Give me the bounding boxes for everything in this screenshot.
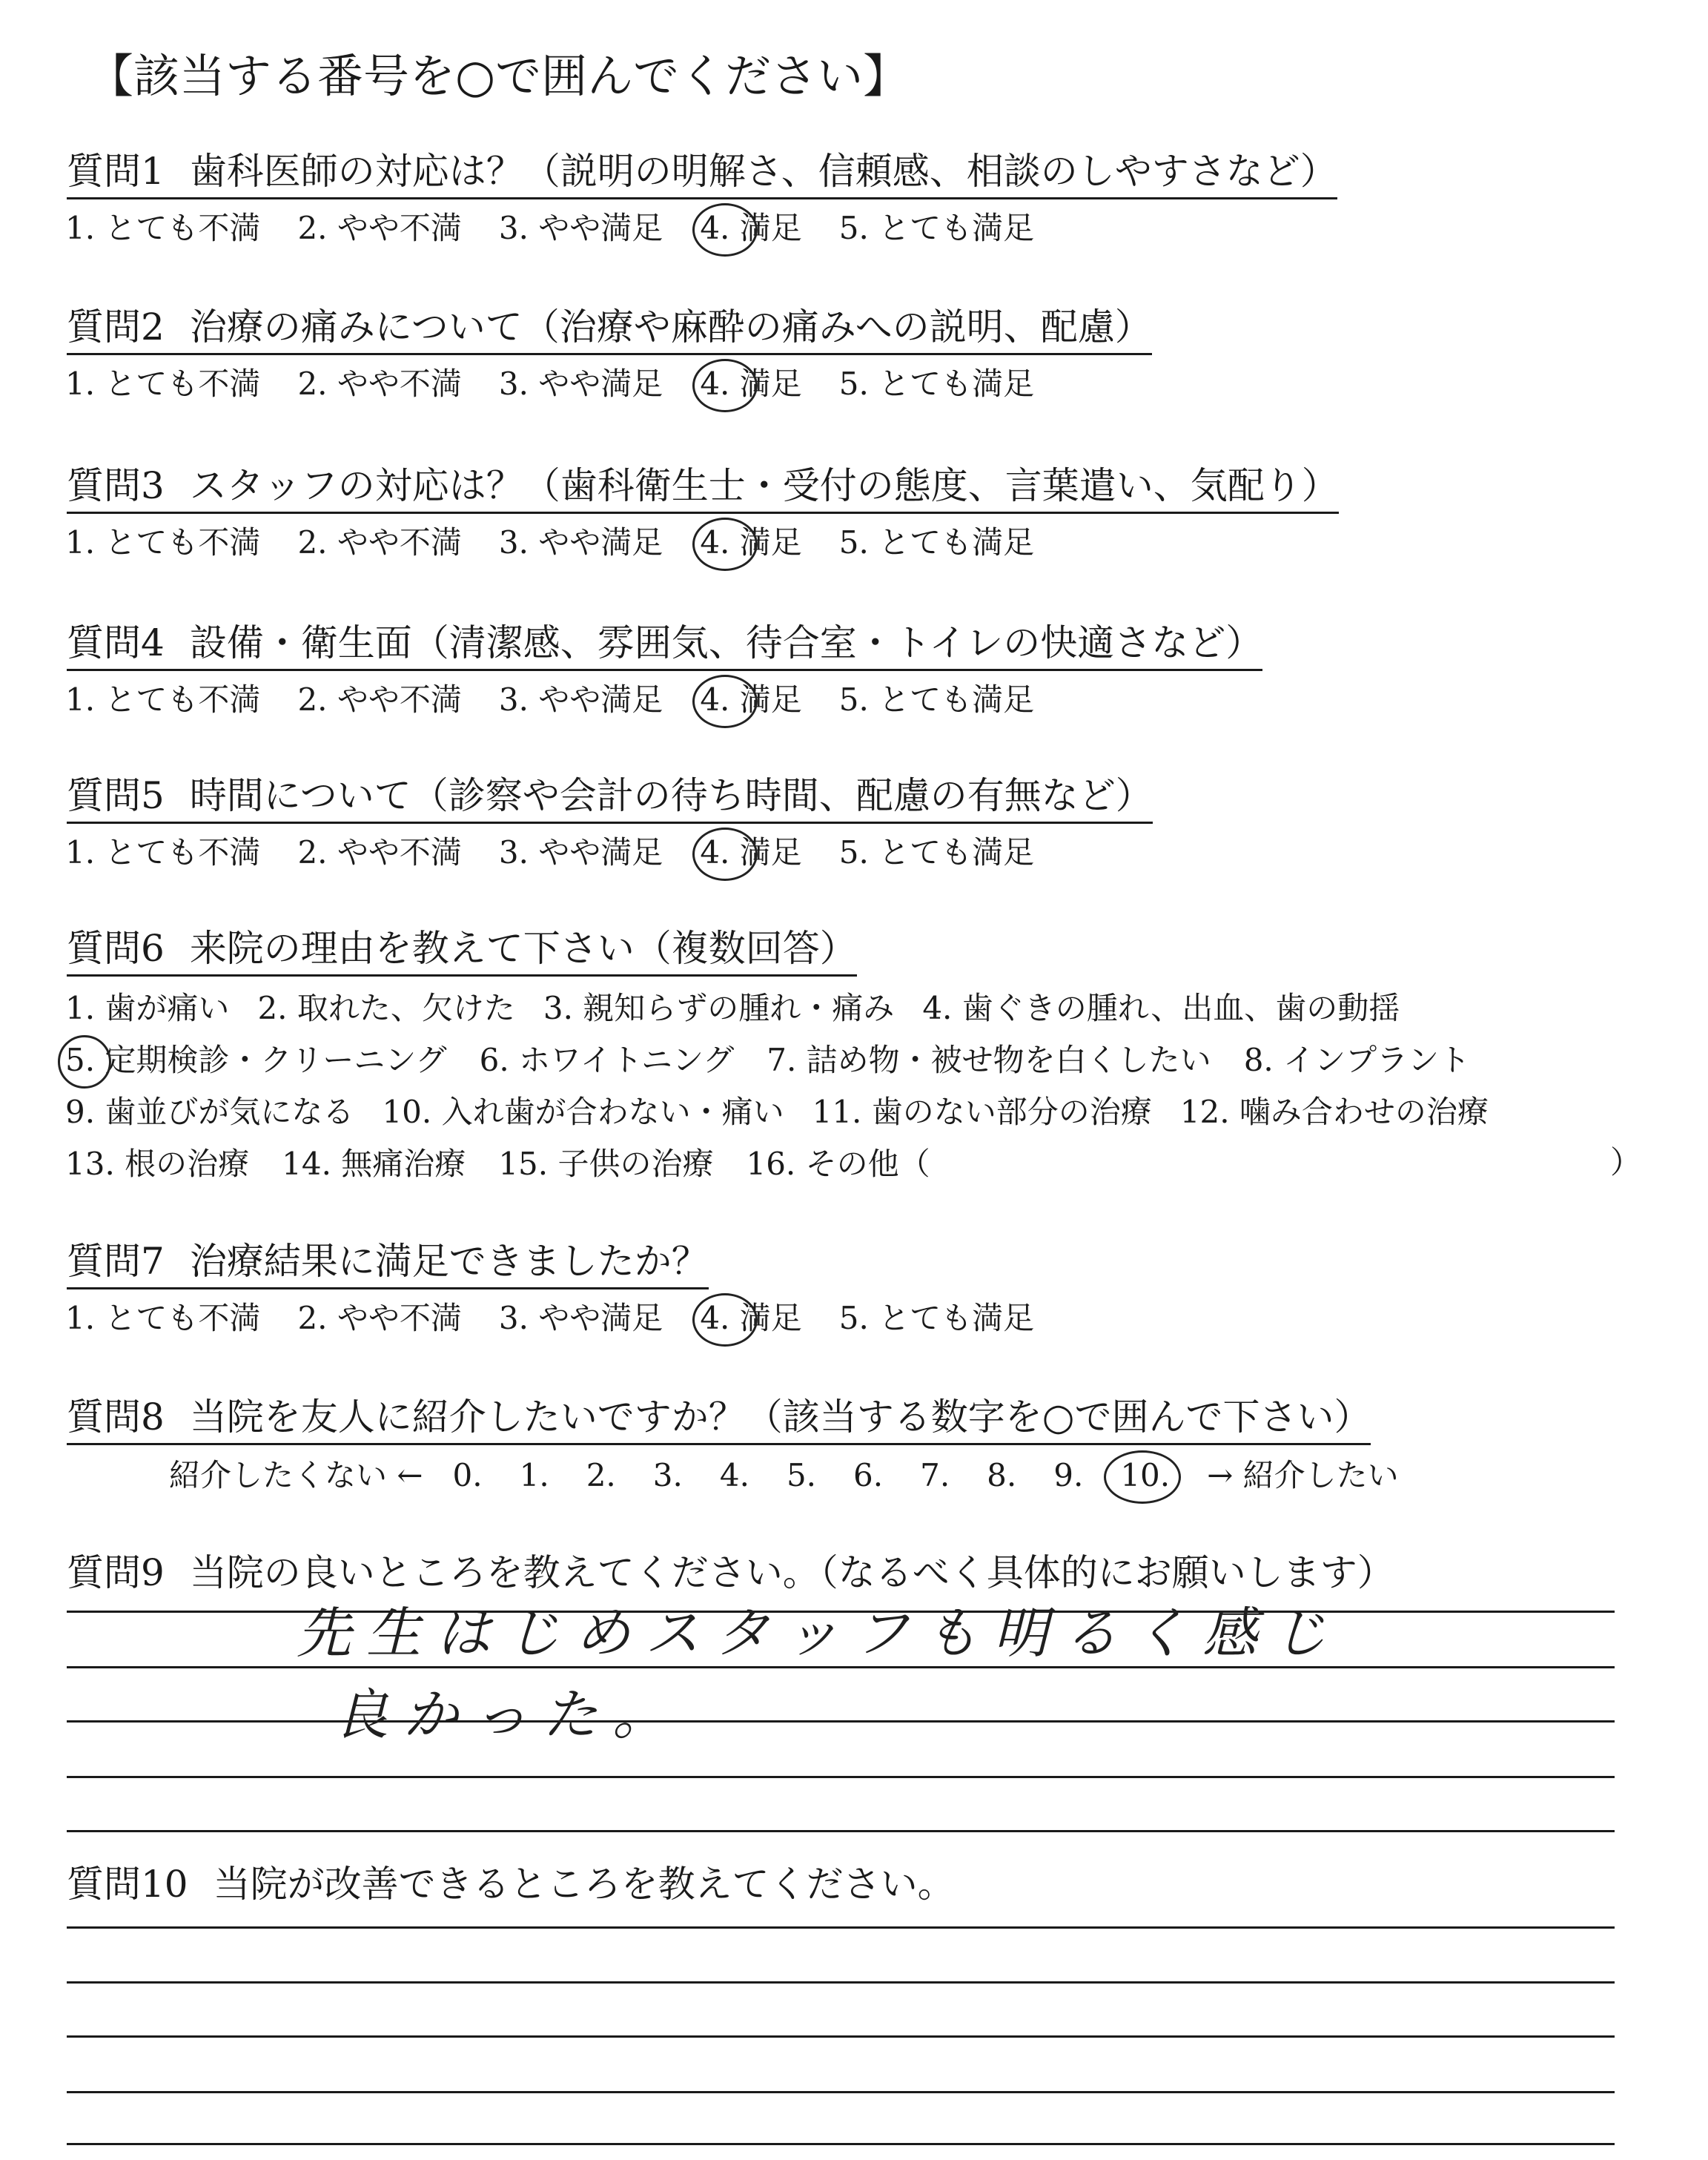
question-text: 来院の理由を教えて下さい（複数回答） [189,927,857,970]
question-1-option-2[interactable]: 2. やや不満 [297,210,462,246]
question-1-option-4[interactable]: 4. 満足 [700,208,801,249]
question-6-title [67,925,857,977]
question-5-option-4[interactable]: 4. 満足 [700,832,801,873]
question-text: スタッフの対応は？（歯科衛生士・受付の態度、言葉遣い、気配り） [189,464,1339,507]
question-5-title [67,773,1153,824]
question-number: 質問1 [67,150,165,193]
question-number: 質問8 [67,1396,165,1439]
question-2-option-2[interactable]: 2. やや不満 [297,366,462,402]
answer-line [67,1776,1615,1778]
form-heading: 【該当する番号を○で囲んでください】 [87,49,910,103]
question-text: 当院を友人に紹介したいですか？（該当する数字を○で囲んで下さい） [189,1396,1371,1439]
question-7-option-1[interactable]: 1. とても不満 [65,1300,261,1336]
selected-circle-mark [692,359,758,412]
reason-option[interactable]: 10. 入れ歯が合わない・痛い [382,1094,784,1130]
question-7-option-4[interactable]: 4. 満足 [700,1298,801,1339]
question-2-options [65,363,1071,405]
reason-option[interactable]: 8. インプラント [1243,1042,1471,1078]
question-number: 質問4 [67,621,165,664]
scale-left-label: 紹介したくない ← [169,1457,423,1493]
scale-option-9[interactable]: 9. [1053,1457,1084,1493]
selected-circle-mark [692,518,758,571]
reason-option[interactable]: 12. 噛み合わせの治療 [1179,1094,1489,1130]
question-4-option-4[interactable]: 4. 満足 [700,679,801,721]
selected-circle-mark [692,1293,758,1347]
question-2-option-3[interactable]: 3. やや満足 [498,366,663,402]
question-8-title [67,1394,1371,1445]
question-3-option-2[interactable]: 2. やや不満 [297,524,462,561]
question-4-options [65,679,1071,721]
question-4-option-1[interactable]: 1. とても不満 [65,681,261,718]
reason-row [65,988,1428,1029]
question-text: 当院が改善できるところを教えてください。 [213,1863,955,1906]
reason-option[interactable]: 16. その他（ [746,1146,930,1182]
question-number: 質問6 [67,927,165,970]
scale-option-1[interactable]: 1. [519,1457,549,1493]
answer-line [67,2091,1615,2093]
selected-circle-mark [692,675,758,728]
question-3-option-5[interactable]: 5. とても満足 [838,524,1035,561]
answer-line [67,1830,1615,1832]
answer-line [67,1926,1615,1929]
scale-right-label: → 紹介したい [1207,1457,1399,1493]
question-2-option-5[interactable]: 5. とても満足 [838,366,1035,402]
question-text: 設備・衛生面（清潔感、雰囲気、待合室・トイレの快適さなど） [189,621,1263,664]
question-number: 質問5 [67,774,165,817]
selected-circle-mark [1104,1450,1181,1504]
question-text: 当院の良いところを教えてください。（なるべく具体的にお願いします） [189,1551,1394,1594]
question-text: 時間について（診察や会計の待ち時間、配慮の有無など） [189,774,1153,817]
question-7-options [65,1298,1071,1339]
question-2-option-1[interactable]: 1. とても不満 [65,366,261,402]
other-close-paren: ） [1610,1144,1642,1180]
scale-option-8[interactable]: 8. [987,1457,1017,1493]
question-number: 質問3 [67,464,165,507]
answer-line [67,2143,1615,2145]
reason-option[interactable]: 13. 根の治療 [65,1146,250,1182]
question-7-option-5[interactable]: 5. とても満足 [838,1300,1035,1336]
scale-option-7[interactable]: 7. [920,1457,950,1493]
question-text: 歯科医師の対応は？（説明の明解さ、信頼感、相談のしやすさなど） [189,150,1337,193]
reason-option[interactable]: 15. 子供の治療 [498,1146,714,1182]
question-4-option-3[interactable]: 3. やや満足 [498,681,663,718]
scale-option-0[interactable]: 0. [452,1457,483,1493]
reason-option[interactable]: 2. 取れた、欠けた [257,990,515,1026]
question-3-option-3[interactable]: 3. やや満足 [498,524,663,561]
question-3-option-4[interactable]: 4. 満足 [700,522,801,564]
reason-row [65,1091,1517,1133]
question-5-option-1[interactable]: 1. とても不満 [65,834,261,871]
question-3-option-1[interactable]: 1. とても不満 [65,524,261,561]
question-1-option-1[interactable]: 1. とても不満 [65,210,261,246]
handwritten-answer-line-1: 先生はじめスタッフも明るく感じ [297,1602,1342,1665]
question-1-option-5[interactable]: 5. とても満足 [838,210,1035,246]
question-text: 治療の痛みについて（治療や麻酔の痛みへの説明、配慮） [189,305,1152,349]
question-7-option-3[interactable]: 3. やや満足 [498,1300,663,1336]
question-number: 質問10 [67,1863,188,1906]
question-2-title [67,304,1152,355]
reason-option[interactable]: 9. 歯並びが気になる [65,1094,354,1130]
question-9-title [67,1550,1394,1599]
question-1-title [67,148,1337,199]
selected-circle-mark [692,828,758,881]
question-4-option-2[interactable]: 2. やや不満 [297,681,462,718]
question-3-options [65,522,1071,564]
selected-circle-mark [58,1035,111,1089]
question-text: 治療結果に満足できましたか？ [189,1240,709,1283]
question-number: 質問2 [67,305,165,349]
question-2-option-4[interactable]: 4. 満足 [700,363,801,405]
reason-option[interactable]: 3. 親知らずの腫れ・痛み [543,990,895,1026]
selected-circle-mark [692,203,758,257]
reason-option[interactable]: 6. ホワイトニング [479,1042,735,1078]
question-7-option-2[interactable]: 2. やや不満 [297,1300,462,1336]
recommend-scale [169,1455,1399,1496]
question-1-options [65,208,1071,249]
question-5-option-5[interactable]: 5. とても満足 [838,834,1035,871]
answer-line [67,1720,1615,1723]
reason-option[interactable]: 14. 無痛治療 [282,1146,466,1182]
question-number: 質問9 [67,1551,165,1594]
reason-row [65,1040,1503,1081]
question-4-title [67,620,1262,671]
question-5-option-3[interactable]: 3. やや満足 [498,834,663,871]
reason-option[interactable]: 4. 歯ぐきの腫れ、出血、歯の動揺 [922,990,1400,1026]
question-1-option-3[interactable]: 3. やや満足 [498,210,663,246]
question-5-options [65,832,1071,873]
scale-option-5[interactable]: 5. [786,1457,817,1493]
answer-line [67,1981,1615,1984]
scale-option-10[interactable]: 10. [1120,1455,1170,1496]
handwritten-answer-line-2: 良かった。 [334,1683,682,1747]
reason-option[interactable]: 11. 歯のない部分の治療 [812,1094,1152,1130]
scale-option-4[interactable]: 4. [719,1457,749,1493]
scale-option-2[interactable]: 2. [586,1457,616,1493]
answer-line [67,2035,1615,2038]
question-5-option-2[interactable]: 2. やや不満 [297,834,462,871]
scale-option-3[interactable]: 3. [652,1457,683,1493]
reason-option[interactable]: 7. 詰め物・被せ物を白くしたい [767,1042,1211,1078]
question-10-title [67,1861,955,1910]
reason-row [65,1143,963,1185]
reason-option[interactable]: 1. 歯が痛い [65,990,230,1026]
question-3-title [67,463,1339,514]
scale-option-6[interactable]: 6. [853,1457,884,1493]
question-7-title [67,1238,709,1289]
question-number: 質問7 [67,1240,165,1283]
question-4-option-5[interactable]: 5. とても満足 [838,681,1035,718]
reason-option[interactable]: 5. 定期検診・クリーニング [65,1040,447,1081]
